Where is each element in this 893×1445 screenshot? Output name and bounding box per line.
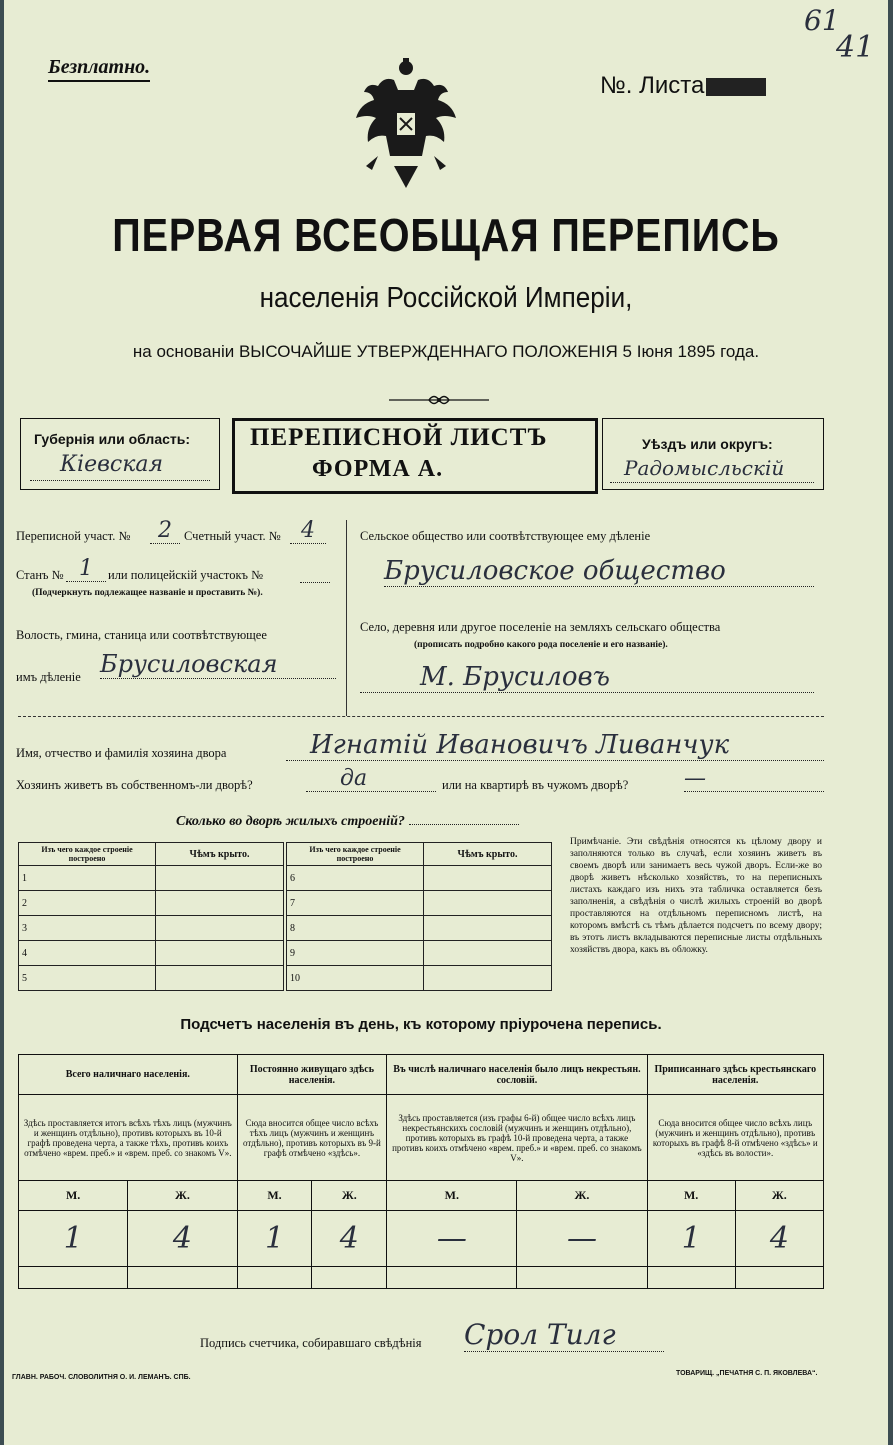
count-value: 4 bbox=[312, 1211, 387, 1267]
count-value: 1 bbox=[19, 1211, 128, 1267]
count-value: 4 bbox=[735, 1211, 823, 1267]
count-empty bbox=[312, 1267, 387, 1289]
sheet-number-stamp bbox=[706, 78, 766, 96]
sex-f-header: Ж. bbox=[735, 1181, 823, 1211]
buildings-value bbox=[409, 824, 519, 825]
count-header-crest: Приписаннаго здѣсь крестьянскаго населенія. bbox=[647, 1055, 823, 1095]
col-roof-header: Чѣмъ крыто. bbox=[156, 843, 284, 866]
rent-label: или на квартирѣ въ чужомъ дворѣ? bbox=[442, 778, 629, 792]
count-empty bbox=[517, 1267, 647, 1289]
free-label: Безплатно. bbox=[48, 56, 150, 82]
buildings-label: Сколько во дворѣ жилыхъ строеній? bbox=[176, 814, 405, 829]
police-value bbox=[300, 566, 330, 583]
count-header-total: Всего наличнаго населенія. bbox=[19, 1055, 238, 1095]
sheet-number bbox=[600, 72, 766, 100]
owner-name-label: Имя, отчество и фамилія хозяина двора bbox=[16, 746, 227, 760]
volost-value: Брусиловская bbox=[100, 650, 336, 679]
roof-cell bbox=[156, 916, 284, 941]
police-note: (Подчеркнуть подлежащее названіе и проставить №). bbox=[32, 588, 263, 598]
count-desc-noncrest: Здѣсь проставляется (изъ графы 6-й) общее число всѣхъ лицъ некрестьянскихъ сословій (мужчинъ и женщинъ отдѣльно), противъ которыхъ въ графѣ 10-й проведена черта, а также противъ коихъ отмѣчено «врем. преб.» и «врем. преб. со знакомъ V». bbox=[387, 1095, 647, 1181]
volost-label-2: имъ дѣленіе bbox=[16, 670, 81, 684]
gubernia-value: Кiевская bbox=[60, 452, 164, 477]
row-number: 6 bbox=[287, 866, 424, 891]
ornament-divider-icon bbox=[389, 392, 489, 408]
footer-right: ТОВАРИЩ. „ПЕЧАТНЯ С. П. ЯКОВЛЕВА“. bbox=[676, 1370, 818, 1377]
census-section-label: Переписной участ. № bbox=[16, 529, 131, 543]
double-headed-eagle-icon bbox=[348, 56, 464, 196]
row-number: 3 bbox=[19, 916, 156, 941]
counting-section-value: 4 bbox=[290, 518, 326, 544]
society-label: Сельское общество или соотвѣтствующее ему дѣленіе bbox=[360, 529, 651, 543]
village-note: (прописать подробно какого рода поселеніе и его названіе). bbox=[414, 640, 668, 650]
sheet-number-label: №. Листа bbox=[600, 72, 705, 99]
sex-f-header: Ж. bbox=[517, 1181, 647, 1211]
own-yard-label: Хозяинъ живетъ въ собственномъ-ли дворѣ? bbox=[16, 778, 253, 792]
owner-name-value: Игнатій Ивановичъ Ливанчук bbox=[286, 730, 824, 761]
roof-cell bbox=[156, 966, 284, 991]
roof-cell bbox=[156, 866, 284, 891]
village-value: М. Брусиловъ bbox=[360, 662, 814, 693]
col-built-header: Изъ чего каждое строеніе построено bbox=[287, 843, 424, 866]
uezd-underline bbox=[610, 482, 814, 483]
gubernia-label: Губернія или область: bbox=[34, 431, 191, 447]
count-empty bbox=[647, 1267, 735, 1289]
counting-section-label: Счетный участ. № bbox=[184, 529, 281, 543]
signature-label: Подпись счетчика, собиравшаго свѣдѣнія bbox=[200, 1336, 422, 1350]
sex-f-header: Ж. bbox=[128, 1181, 237, 1211]
form-title: ПЕРЕПИСНОЙ ЛИСТЪ bbox=[250, 424, 548, 451]
stan-value: 1 bbox=[66, 556, 106, 582]
sex-m-header: М. bbox=[237, 1181, 312, 1211]
census-sheet bbox=[4, 0, 888, 1445]
corner-mark-2: 41 bbox=[836, 30, 875, 65]
buildings-question bbox=[176, 812, 519, 830]
gubernia-underline bbox=[30, 480, 210, 481]
count-desc-crest: Сюда вносится общее число всѣхъ лицъ (мужчинъ и женщинъ отдѣльно), противъ которыхъ въ графѣ 8-й отмѣчено «здѣсь» и «здѣсь въ волости». bbox=[647, 1095, 823, 1181]
village-label: Село, деревня или другое поселеніе на земляхъ сельскаго общества bbox=[360, 620, 721, 634]
fields-bottom-rule bbox=[18, 716, 824, 717]
roof-cell bbox=[156, 941, 284, 966]
row-number: 7 bbox=[287, 891, 424, 916]
row-number: 4 bbox=[19, 941, 156, 966]
row-number: 5 bbox=[19, 966, 156, 991]
count-value: — bbox=[517, 1211, 647, 1267]
count-empty bbox=[387, 1267, 517, 1289]
count-empty bbox=[128, 1267, 237, 1289]
count-value: — bbox=[387, 1211, 517, 1267]
roof-cell bbox=[424, 891, 552, 916]
col-built-header: Изъ чего каждое строеніе построено bbox=[19, 843, 156, 866]
uezd-value: Радомысльскiй bbox=[624, 456, 785, 480]
col-roof-header: Чѣмъ крыто. bbox=[424, 843, 552, 866]
signature-value: Срол Тилг bbox=[464, 1318, 664, 1352]
roof-cell bbox=[424, 866, 552, 891]
row-number: 10 bbox=[287, 966, 424, 991]
count-empty bbox=[237, 1267, 312, 1289]
page-title: ПЕРВАЯ ВСЕОБЩАЯ ПЕРЕПИСЬ bbox=[112, 209, 780, 261]
legal-basis: на основаніи ВЫСОЧАЙШЕ УТВЕРЖДЕННАГО ПОЛОЖЕНІЯ 5 Іюня 1895 года. bbox=[132, 342, 760, 361]
page-subtitle: населенія Россійской Имперіи, bbox=[259, 282, 633, 314]
sex-m-header: М. bbox=[647, 1181, 735, 1211]
buildings-table-right bbox=[286, 842, 552, 991]
roof-cell bbox=[424, 941, 552, 966]
footer-left: ГЛАВН. РАБОЧ. СЛОВОЛИТНЯ О. И. ЛЕМАНЪ. СПБ. bbox=[12, 1374, 191, 1381]
roof-cell bbox=[424, 966, 552, 991]
count-desc-permanent: Сюда вносится общее число всѣхъ тѣхъ лицъ (мужчинъ и женщинъ отдѣльно), противъ которыхъ въ 9-й графѣ отмѣчено «здѣсь». bbox=[237, 1095, 387, 1181]
volost-label: Волость, гмина, станица или соотвѣтствующее bbox=[16, 628, 267, 642]
fields-divider bbox=[346, 520, 347, 716]
stan-label: Станъ № bbox=[16, 568, 64, 582]
count-table bbox=[18, 1054, 824, 1289]
society-value: Брусиловское общество bbox=[384, 556, 814, 587]
count-header-noncrest: Въ числѣ наличнаго населенія было лицъ некрестьян. сословій. bbox=[387, 1055, 647, 1095]
row-number: 9 bbox=[287, 941, 424, 966]
row-number: 1 bbox=[19, 866, 156, 891]
own-yard-value: да bbox=[306, 766, 436, 792]
sex-m-header: М. bbox=[19, 1181, 128, 1211]
count-empty bbox=[19, 1267, 128, 1289]
roof-cell bbox=[156, 891, 284, 916]
sex-m-header: М. bbox=[387, 1181, 517, 1211]
buildings-table-left bbox=[18, 842, 284, 991]
uezd-label: Уѣздъ или округъ: bbox=[642, 436, 773, 452]
sex-f-header: Ж. bbox=[312, 1181, 387, 1211]
roof-cell bbox=[424, 916, 552, 941]
corner-mark-1: 61 bbox=[804, 4, 840, 37]
census-section-value: 2 bbox=[150, 518, 180, 544]
row-number: 8 bbox=[287, 916, 424, 941]
form-subtitle: ФОРМА А. bbox=[312, 456, 444, 482]
count-desc-total: Здѣсь проставляется итогъ всѣхъ тѣхъ лицъ (мужчинъ и женщинъ отдѣльно), противъ которыхъ въ 10-й графѣ проведена черта, а также тѣхъ, противъ коихъ отмѣчено «врем. преб.» и «врем. преб. со знакомъ V». bbox=[19, 1095, 238, 1181]
note-text: Примѣчаніе. Эти свѣдѣнія относятся къ цѣлому двору и заполняются только въ случаѣ, если хозяинъ живетъ въ своемъ дворѣ или занимаетъ весь чужой дворъ. Если-же во дворѣ живетъ нѣсколько хозяйствъ, то на переписныхъ листахъ каждаго изъ нихъ эта табличка оставляется безъ заполненія, а свѣдѣнія о числѣ жилыхъ строеній во дворѣ проставляются на отдѣльномъ переписномъ листѣ, на которомъ вмѣстѣ съ тѣмъ дѣлается подсчетъ по всему двору; въ этотъ листъ вкладываются переписные листы отдѣльныхъ хозяйствъ двора, какъ въ обложку. bbox=[570, 837, 822, 955]
count-value: 1 bbox=[647, 1211, 735, 1267]
count-header-permanent: Постоянно живущаго здѣсь населенія. bbox=[237, 1055, 387, 1095]
count-value: 4 bbox=[128, 1211, 237, 1267]
count-title: Подсчетъ населенія въ день, къ которому пріурочена перепись. bbox=[180, 1016, 662, 1033]
count-empty bbox=[735, 1267, 823, 1289]
rent-value: — bbox=[684, 766, 824, 792]
police-label: или полицейскій участокъ № bbox=[108, 568, 264, 582]
count-value: 1 bbox=[237, 1211, 312, 1267]
row-number: 2 bbox=[19, 891, 156, 916]
